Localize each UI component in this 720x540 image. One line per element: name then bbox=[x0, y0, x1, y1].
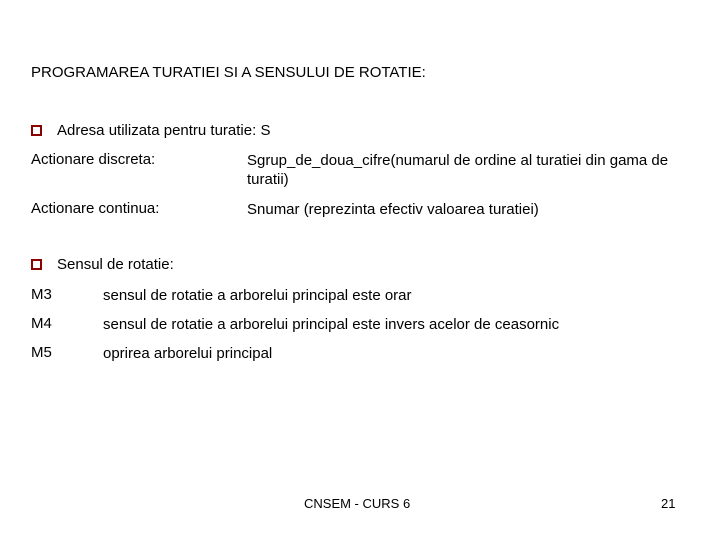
label-continuous: Actionare continua: bbox=[31, 200, 160, 217]
bullet-item-speed-address bbox=[31, 122, 270, 139]
footer-page-number: 21 bbox=[661, 496, 676, 511]
desc-m5: oprirea arborelui principal bbox=[103, 345, 273, 362]
bullet-text: Adresa utilizata pentru turatie: S bbox=[57, 122, 271, 139]
square-bullet-icon bbox=[31, 125, 42, 136]
footer-course: CNSEM - CURS 6 bbox=[304, 496, 411, 511]
desc-m3: sensul de rotatie a arborelui principal este orar bbox=[103, 287, 412, 304]
value-discrete: Sgrup_de_doua_cifre(numarul de ordine al turatiei din gama de turatii) bbox=[247, 152, 669, 188]
value-continuous: Snumar (reprezinta efectiv valoarea turatiei) bbox=[247, 201, 539, 218]
desc-m4: sensul de rotatie a arborelui principal este invers acelor de ceasornic bbox=[103, 316, 560, 333]
bullet-text: Sensul de rotatie: bbox=[57, 256, 174, 273]
bullet-item-rotation bbox=[31, 256, 174, 273]
code-m5: M5 bbox=[31, 344, 52, 361]
slide-title: PROGRAMAREA TURATIEI SI A SENSULUI DE ROTATIE: bbox=[31, 64, 426, 81]
code-m4: M4 bbox=[31, 315, 52, 332]
square-bullet-icon bbox=[31, 259, 42, 270]
code-m3: M3 bbox=[31, 286, 52, 303]
label-discrete: Actionare discreta: bbox=[31, 151, 156, 168]
